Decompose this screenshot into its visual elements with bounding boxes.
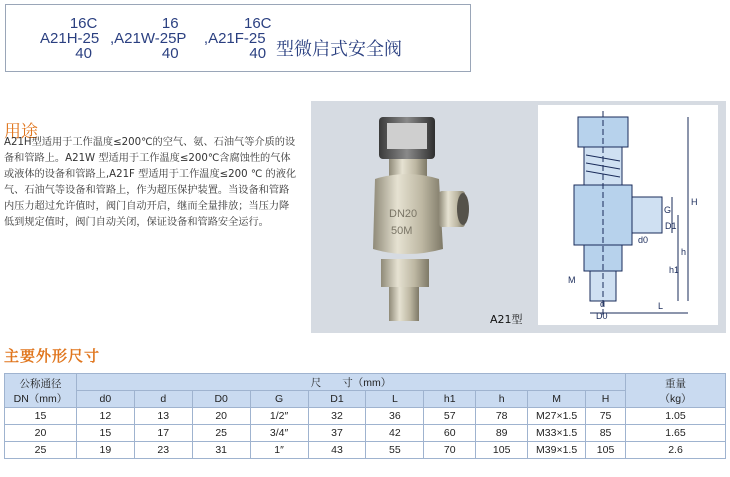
header-dn [5,374,77,408]
label-d: d [600,299,606,309]
drawing-outlet [632,197,662,233]
cell-d: 17 [134,425,192,442]
header-size-group: 尺 寸（mm） [76,374,625,391]
header-dn-line2: DN（mm） [13,392,68,405]
header-col-G: G [250,391,308,408]
cell-dn: 25 [5,442,77,459]
cell-D1: 32 [308,408,366,425]
cell-d: 23 [134,442,192,459]
title-text: 型微启式安全阀 [276,39,402,60]
label-h: h [681,247,687,257]
cell-weight: 1.65 [626,425,726,442]
valve-inlet-nut [381,259,429,287]
usage-heading: 用途 [4,122,38,142]
header-col-h: h [476,391,528,408]
valve-cast-text-2: 50M [391,225,413,237]
cell-d0: 15 [76,425,134,442]
label-h1: h1 [669,265,680,275]
cell-G: 3/4″ [250,425,308,442]
label-D1: D1 [665,221,677,231]
dimensions-table [4,373,726,459]
header-weight [626,374,726,408]
label-M: M [568,275,576,285]
cell-h: 78 [476,408,528,425]
model-a21f-pressure-low: 16C [244,15,272,32]
cell-D0: 25 [192,425,250,442]
cell-dn: 20 [5,425,77,442]
model-a21h-name: A21H-25 [40,30,100,47]
model-a21w-name: ,A21W-25P [110,30,187,47]
model-a21f [198,16,272,61]
cell-d0: 19 [76,442,134,459]
header-weight-line2: （kg） [659,392,692,405]
valve-inlet-pipe [389,287,419,321]
usage-text: A21H型适用于工作温度≤200℃的空气、氨、石油气等介质的设备和管路上。A21W 型适用于工作温度≤200℃含腐蚀性的气体或液体的设备和管路上,A21F 型适用于工作温度≤200 ℃ 的液化气、石油气等设备和管路上，作为超压保护装置。当设备和管路内压力超过允许值时，阀门自动开启，继而全量排放；当压力降低到规定值时，阀门自动关闭，保证设备和管路安全运行。 [4,137,297,228]
cell-D0: 20 [192,408,250,425]
cell-D1: 37 [308,425,366,442]
dimensions-heading: 主要外形尺寸 [4,347,101,365]
label-D0: D0 [596,311,608,321]
valve-technical-drawing [538,105,718,325]
valve-cast-text-1: DN20 [389,208,418,220]
cell-H: 75 [586,408,626,425]
header-weight-line1: 重量 [665,377,687,390]
cell-M: M27×1.5 [528,408,586,425]
cell-G: 1″ [250,442,308,459]
diagram-caption: A21型 [490,313,523,326]
cell-h: 105 [476,442,528,459]
product-panel [311,101,726,333]
label-G: G [664,205,672,215]
model-a21h-pressure-low: 16C [69,15,98,32]
header-col-L: L [366,391,424,408]
model-a21f-pressure-high: 40 [249,45,267,62]
cell-D1: 43 [308,442,366,459]
label-d0: d0 [638,235,649,245]
table-row [5,408,726,425]
title-box [5,4,471,72]
label-H: H [691,197,698,207]
cell-L: 36 [366,408,424,425]
cell-L: 42 [366,425,424,442]
header-col-d: d [134,391,192,408]
model-a21h [40,16,99,61]
header-col-d0: d0 [76,391,134,408]
cell-M: M39×1.5 [528,442,586,459]
cell-G: 1/2″ [250,408,308,425]
cell-L: 55 [366,442,424,459]
model-a21f-name: ,A21F-25 [203,30,266,47]
table-row [5,425,726,442]
header-col-M: M [528,391,586,408]
header-col-D1: D1 [308,391,366,408]
header-col-D0: D0 [192,391,250,408]
cell-h: 89 [476,425,528,442]
cell-H: 85 [586,425,626,442]
cell-H: 105 [586,442,626,459]
cell-weight: 2.6 [626,442,726,459]
table-row [5,442,726,459]
cell-h1: 57 [424,408,476,425]
header-col-H: H [586,391,626,408]
model-a21h-pressure-high: 40 [75,45,92,62]
header-dn-line1: 公称通径 [19,377,62,390]
cell-M: M33×1.5 [528,425,586,442]
cell-weight: 1.05 [626,408,726,425]
model-a21w-pressure-high: 40 [161,45,179,62]
cell-d0: 12 [76,408,134,425]
model-a21w-pressure-low: 16 [161,15,179,32]
cell-dn: 15 [5,408,77,425]
label-L: L [658,301,664,311]
model-a21w [110,16,186,61]
cell-h1: 60 [424,425,476,442]
cell-D0: 31 [192,442,250,459]
valve-photo [359,109,489,324]
cell-h1: 70 [424,442,476,459]
header-col-h1: h1 [424,391,476,408]
cell-d: 13 [134,408,192,425]
